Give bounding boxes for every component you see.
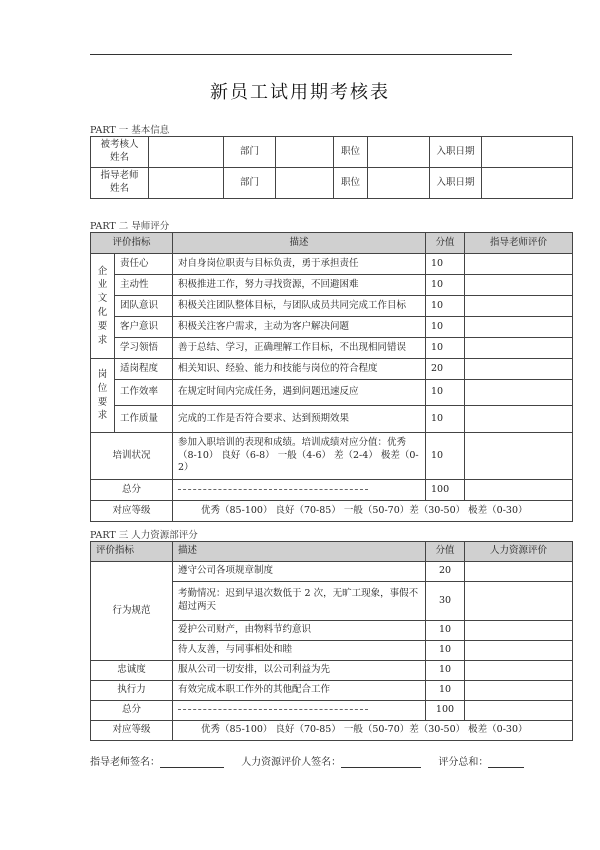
item-desc: 有效完成本职工作外的其他配合工作 (173, 681, 426, 701)
eval-field[interactable] (465, 641, 573, 661)
eval-field[interactable] (465, 359, 573, 380)
header-indicator: 评价指标 (91, 542, 173, 562)
examinee-name-field[interactable] (149, 137, 224, 168)
mentor-name-field[interactable] (149, 168, 224, 199)
eval-field[interactable] (465, 254, 573, 275)
item-score: 10 (426, 254, 465, 275)
table-row (91, 681, 573, 701)
eval-field[interactable] (465, 661, 573, 681)
dept-field[interactable] (276, 137, 334, 168)
table-header-row (91, 233, 573, 254)
hr-signature-field[interactable] (341, 756, 421, 768)
grade-label: 对应等级 (91, 721, 173, 741)
item-desc: 积极推进工作，努力寻找资源，不回避困难 (173, 275, 426, 296)
item-desc: 在规定时间内完成任务，遇到问题迅速反应 (173, 380, 426, 406)
total-dash (173, 701, 426, 721)
item-desc: 积极关注团队整体目标，与团队成员共同完成工作目标 (173, 296, 426, 317)
header-score: 分值 (426, 233, 465, 254)
item-name: 学习领悟 (115, 338, 173, 359)
loyalty-label: 忠诚度 (91, 661, 173, 681)
position-field[interactable] (368, 168, 430, 199)
total-score: 100 (426, 701, 465, 721)
group-culture: 企业文化要求 (91, 254, 115, 359)
eval-field[interactable] (465, 380, 573, 406)
item-name: 工作质量 (115, 406, 173, 433)
total-label: 总分 (91, 480, 173, 501)
hr-score-table (90, 541, 573, 741)
entry-date-field[interactable] (482, 168, 573, 199)
table-row (91, 317, 573, 338)
item-desc: 遵守公司各项规章制度 (173, 562, 426, 582)
table-row (91, 137, 573, 168)
item-score: 10 (426, 275, 465, 296)
grade-scale: 优秀（85-100） 良好（70-85） 一般（50-70）差（30-50） 极差（0-30） (173, 721, 573, 741)
item-name: 适岗程度 (115, 359, 173, 380)
table-row (91, 562, 573, 582)
dashed-line (178, 489, 368, 490)
item-desc: 善于总结、学习，正确理解工作目标，不出现相同错误 (173, 338, 426, 359)
basic-info-table (90, 136, 573, 199)
part2-heading: PART 二 导师评分 (90, 221, 170, 232)
header-desc: 描述 (173, 542, 426, 562)
table-row (91, 275, 573, 296)
dept-field[interactable] (276, 168, 334, 199)
item-name: 工作效率 (115, 380, 173, 406)
table-row (91, 254, 573, 275)
item-desc: 相关知识、经验、能力和技能与岗位的符合程度 (173, 359, 426, 380)
position-field[interactable] (368, 137, 430, 168)
eval-field[interactable] (465, 681, 573, 701)
mentor-name-label: 指导老师姓名 (91, 168, 149, 199)
item-name: 客户意识 (115, 317, 173, 338)
eval-field[interactable] (465, 275, 573, 296)
eval-field[interactable] (465, 621, 573, 641)
item-score: 10 (426, 296, 465, 317)
item-desc: 考勤情况：迟到早退次数低于 2 次，无旷工现象，事假不超过两天 (173, 582, 426, 621)
table-header-row (91, 542, 573, 562)
mentor-signature-field[interactable] (160, 756, 224, 768)
total-score: 100 (426, 480, 465, 501)
item-desc: 爱护公司财产，由物料节约意识 (173, 621, 426, 641)
eval-field[interactable] (465, 433, 573, 480)
mentor-signature-label: 指导老师签名： (90, 757, 160, 768)
signature-row (90, 753, 538, 768)
header-score: 分值 (426, 542, 465, 562)
dept-label: 部门 (224, 168, 276, 199)
position-label: 职位 (334, 168, 368, 199)
eval-field[interactable] (465, 338, 573, 359)
behavior-label: 行为规范 (91, 562, 173, 661)
item-score: 20 (426, 359, 465, 380)
item-score: 10 (426, 338, 465, 359)
table-row (91, 701, 573, 721)
table-row (91, 338, 573, 359)
total-dash (173, 480, 426, 501)
item-score: 10 (426, 621, 465, 641)
item-desc: 待人友善，与同事相处和睦 (173, 641, 426, 661)
item-desc: 完成的工作是否符合要求、达到预期效果 (173, 406, 426, 433)
eval-field[interactable] (465, 317, 573, 338)
item-score: 20 (426, 562, 465, 582)
item-score: 10 (426, 317, 465, 338)
item-score: 10 (426, 406, 465, 433)
table-row (91, 501, 573, 522)
training-desc: 参加入职培训的表现和成绩。培训成绩对应分值：优秀（8-10） 良好（6-8） 一般（4-6） 差（2-4） 极差（0-2） (173, 433, 426, 480)
header-eval: 人力资源评价 (465, 542, 573, 562)
hr-signature-label: 人力资源评价人签名： (241, 757, 342, 768)
part1-heading: PART 一 基本信息 (90, 125, 170, 136)
item-desc: 对自身岗位职责与目标负责，勇于承担责任 (173, 254, 426, 275)
item-name: 主动性 (115, 275, 173, 296)
item-score: 10 (426, 681, 465, 701)
item-desc: 服从公司一切安排，以公司利益为先 (173, 661, 426, 681)
entry-date-field[interactable] (482, 137, 573, 168)
total-label: 总分 (91, 701, 173, 721)
part3-heading: PART 三 人力资源部评分 (90, 530, 198, 541)
group-position: 岗位要求 (91, 359, 115, 433)
table-row (91, 359, 573, 380)
item-score: 10 (426, 661, 465, 681)
page-title: 新员工试用期考核表 (210, 82, 390, 103)
item-name: 责任心 (115, 254, 173, 275)
score-total-field[interactable] (488, 756, 524, 768)
training-score: 10 (426, 433, 465, 480)
table-row (91, 168, 573, 199)
dept-label: 部门 (224, 137, 276, 168)
header-eval: 指导老师评价 (465, 233, 573, 254)
item-name: 团队意识 (115, 296, 173, 317)
eval-field[interactable] (465, 296, 573, 317)
table-row (91, 433, 573, 480)
entry-date-label: 入职日期 (430, 137, 482, 168)
item-score: 10 (426, 380, 465, 406)
table-row (91, 296, 573, 317)
score-total-label: 评分总和： (438, 757, 489, 768)
eval-field[interactable] (465, 406, 573, 433)
top-rule (90, 54, 512, 55)
item-score: 10 (426, 641, 465, 661)
dashed-line (178, 709, 368, 710)
examinee-name-label: 被考核人姓名 (91, 137, 149, 168)
eval-field[interactable] (465, 582, 573, 621)
table-row (91, 721, 573, 741)
header-indicator: 评价指标 (91, 233, 173, 254)
training-label: 培训状况 (91, 433, 173, 480)
item-score: 30 (426, 582, 465, 621)
header-desc: 描述 (173, 233, 426, 254)
table-row (91, 380, 573, 406)
total-eval-field[interactable] (465, 701, 573, 721)
total-eval-field[interactable] (465, 480, 573, 501)
execution-label: 执行力 (91, 681, 173, 701)
table-row (91, 661, 573, 681)
grade-label: 对应等级 (91, 501, 173, 522)
mentor-score-table (90, 232, 573, 522)
entry-date-label: 入职日期 (430, 168, 482, 199)
table-row (91, 406, 573, 433)
eval-field[interactable] (465, 562, 573, 582)
grade-scale: 优秀（85-100） 良好（70-85） 一般（50-70）差（30-50） 极差（0-30） (173, 501, 573, 522)
position-label: 职位 (334, 137, 368, 168)
table-row (91, 480, 573, 501)
item-desc: 积极关注客户需求，主动为客户解决问题 (173, 317, 426, 338)
